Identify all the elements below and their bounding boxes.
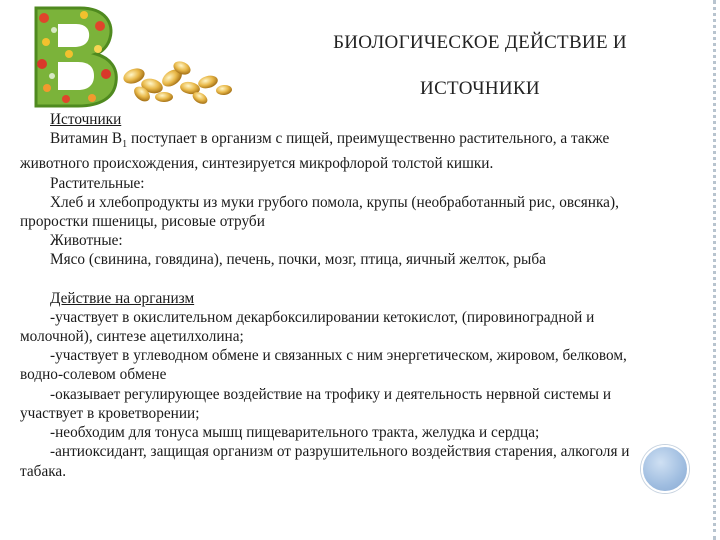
slide-title bbox=[270, 20, 690, 112]
action-heading: Действие на организм bbox=[50, 289, 195, 307]
slide-body bbox=[20, 110, 670, 481]
plant-sources-heading: Растительные: bbox=[50, 174, 145, 192]
action-item: -участвует в углеводном обмене и связанных с ним энергетическом, жировом, белковом, водно-солевом обмене bbox=[20, 347, 627, 384]
sources-intro: Витамин $В_1$ поступает в организм с пищей, преимущественно растительного, а также животного происхождения, синтезируется микрофлорой толстой кишки. bbox=[20, 130, 610, 173]
action-item: -оказывает регулирующее воздействие на трофику и деятельность нервной системы и участвует в кроветворении; bbox=[20, 385, 612, 422]
decorative-blue-circle bbox=[641, 445, 689, 493]
action-item: -необходим для тонуса мышц пищеварительного тракта, желудка и сердца; bbox=[50, 424, 540, 442]
sources-heading: Источники bbox=[50, 111, 122, 128]
slide-dotted-border bbox=[713, 0, 716, 540]
slide-title-line-1: БИОЛОГИЧЕСКОЕ ДЕЙСТВИЕ И bbox=[333, 32, 627, 53]
animal-sources-heading: Животные: bbox=[50, 232, 123, 250]
vitamin-b-logo-image bbox=[14, 2, 244, 110]
plant-sources-text: Хлеб и хлебопродукты из муки грубого помола, крупы (необработанный рис, овсянка), проростки пшеницы, рисовые отруби bbox=[20, 193, 619, 231]
animal-sources-text: Мясо (свинина, говядина), печень, почки, мозг, птица, яичный желток, рыба bbox=[50, 251, 546, 269]
action-item: -антиоксидант, защищая организм от разрушительного воздействия старения, алкоголя и табака. bbox=[20, 443, 630, 480]
slide-title-line-2: ИСТОЧНИКИ bbox=[420, 78, 540, 99]
action-item: -участвует в окислительном декарбоксилировании кетокислот, (пировиноградной и молочной), синтезе ацетилхолина; bbox=[20, 308, 595, 346]
